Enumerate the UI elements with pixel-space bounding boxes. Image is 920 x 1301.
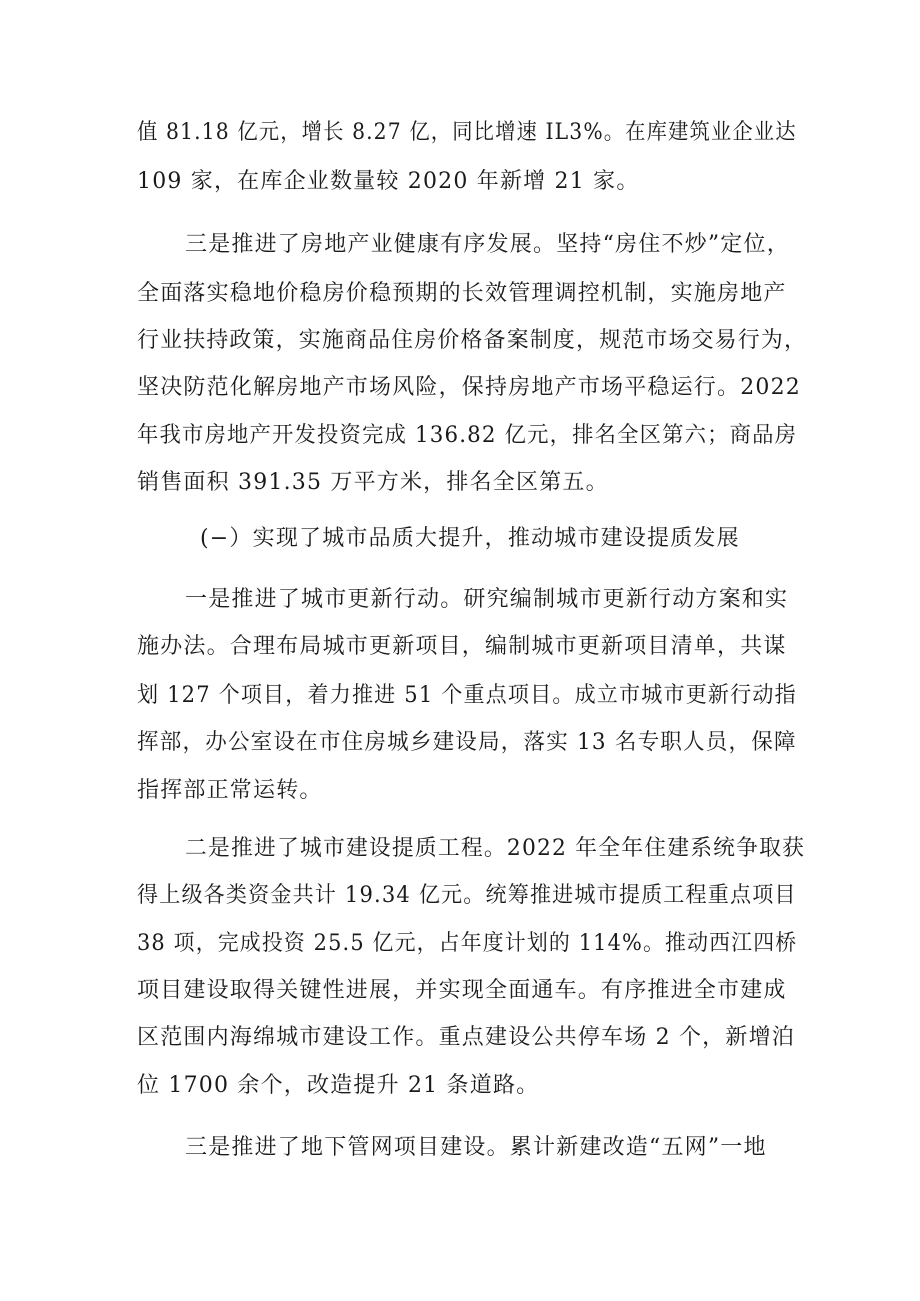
text-line: 得上级各类资金共计 19.34 亿元。统筹推进城市提质工程重点项目 — [137, 883, 797, 908]
text-line: 一是推进了城市更新行动。研究编制城市更新行动方案和实 — [185, 587, 789, 612]
text-line: 坚决防范化解房地产市场风险，保持房地产市场平稳运行。2022 — [137, 375, 801, 400]
text-line: 项目建设取得关键性进展，并实现全面通车。有序推进全市建成 — [137, 978, 787, 1003]
text-line: 三是推进了地下管网项目建设。累计新建改造“五网”一地 — [185, 1135, 767, 1160]
text-line: 38 项，完成投资 25.5 亿元，占年度计划的 114%。推动西江四桥 — [137, 931, 798, 956]
text-line: 区范围内海绵城市建设工作。重点建设公共停车场 2 个，新增泊 — [137, 1025, 795, 1050]
text-line: 年我市房地产开发投资完成 136.82 亿元，排名全区第六；商品房 — [137, 423, 798, 448]
text-line: 划 127 个项目，着力推进 51 个重点项目。成立市城市更新行动指 — [137, 683, 797, 708]
text-line: 109 家，在库企业数量较 2020 年新增 21 家。 — [137, 169, 640, 194]
text-line: 施办法。合理布局城市更新项目，编制城市更新项目清单，共谋 — [137, 634, 787, 659]
text-line: 行业扶持政策，实施商品住房价格备案制度，规范市场交易行为， — [137, 328, 808, 353]
section-heading: (−）实现了城市品质大提升，推动城市建设提质发展 — [200, 526, 740, 551]
text-line: 值 81.18 亿元，增长 8.27 亿，同比增速 IL3%。在库建筑业企业达 — [137, 120, 797, 145]
text-line: 挥部，办公室设在市住房城乡建设局，落实 13 名专职人员，保障 — [137, 730, 797, 755]
text-line: 指挥部正常运转。 — [137, 778, 323, 803]
text-line: 全面落实稳地价稳房价稳预期的长效管理调控机制，实施房地产 — [137, 281, 787, 306]
text-line: 位 1700 余个，改造提升 21 条道路。 — [137, 1073, 540, 1098]
text-line: 三是推进了房地产业健康有序发展。坚持“房住不炒”定位， — [185, 232, 790, 257]
text-line: 销售面积 391.35 万平方米，排名全区第五。 — [137, 470, 609, 495]
text-line: 二是推进了城市建设提质工程。2022 年全年住建系统争取获 — [185, 836, 806, 861]
